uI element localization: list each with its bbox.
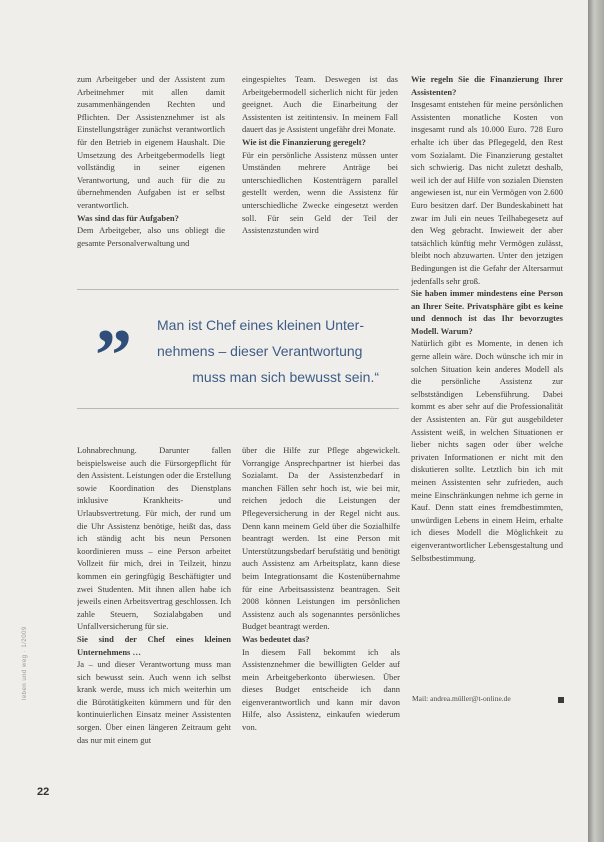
body-paragraph: eingespieltes Team. Deswegen ist das Arbeitgebermodell sicherlich nicht für jeden geeignet. Auch die Einarbeitung der Assistenten ist zeitintensiv. In meinem Fall dauert das je Assistent ungefähr drei Monate. xyxy=(242,74,398,135)
body-paragraph: über die Hilfe zur Pflege abgewickelt. Vorrangige Ansprechpartner ist hierbei das Sozialamt. Da der Assistenzbedarf in manchen Fällen sehr hoch ist, wie bei mir, reichen jedoch die Leistungen der Pflegeversicherung in der Regel nicht aus. Denn kann meinem Geld über die Sozialhilfe beantragt werden. Ist eine Person mit Unterstützungsbedarf berufstätig und benötigt auch Assistenz am Arbeitsplatz, kann diese beim Integrationsamt die Kostenübernahme für eine Arbeitsassistenz beantragen. Seit 2008 können Leistungen im persönlichen Assistenz auch als sogenanntes persönliches Budget beantragt werden. xyxy=(242,445,400,632)
vertical-margin-text: leben und weg · 1/2009 xyxy=(22,626,28,700)
pull-quote xyxy=(77,289,399,409)
author-email: Mail: andrea.müller@t-online.de xyxy=(412,694,511,703)
body-paragraph: In diesem Fall bekommt ich als Assistenznehmer die bewilligten Gelder auf mein Arbeitgeberkonto überwiesen. Über dieses Budget entscheide ich dann eigenverantwortlich und kann mir davon Hilfe, also Assistenz, einkaufen wiederum von. xyxy=(242,646,400,733)
text-column-4 xyxy=(77,444,231,799)
body-paragraph: Insgesamt entstehen für meine persönlichen Assistenten monatliche Kosten von insgesamt rund als 10.000 Euro. 728 Euro erhalte ich über das Pflegegeld, den Rest vom Sozialamt. Die Finanzierung gestaltet sich schwierig. Das nicht zuletzt deshalb, weil ich der auf Hilfe von sozialen Diensten angewiesen ist, nur ein Vermögen von 2.600 Euro besitzen darf. Der Bundeskabinett hat zwar im Juli ein neues Teilhabegesetz auf den Weg gebracht. Inwieweit der aber tatsächlich künftig mehr Vermögen zulässt, bleibt noch abzuwarten. Unter den jetzigen Bedingungen ist die Gefahr der Altersarmut jedenfalls sehr groß. xyxy=(411,99,563,286)
body-paragraph: Dem Arbeitgeber, also uns obliegt die gesamte Personalverwaltung und xyxy=(77,225,225,248)
question-heading: Sie haben immer mindestens eine Person an Ihrer Seite. Privatsphäre gibt es keine und dennoch ist das Ihr bevorzugtes Modell. Warum? xyxy=(411,288,563,336)
page-edge xyxy=(588,0,604,842)
text-column-5 xyxy=(242,444,400,799)
body-paragraph: Lohnabrechnung. Darunter fallen beispielsweise auch die Fürsorgepflicht für den Assistent. Leistungen oder die Erstellung sowie Koordination des Dienstplans inklusive Krankheits- und Urlaubsvertretung. Für mich, der rund um die Uhr Assistenz benötige, heißt das, dass ich ständig acht bis neun Personen koordinieren muss – eine Person arbeitet Vollzeit für mich, drei in Teilzeit, hinzu kommen ein geringfügig Beschäftigter und zwei Studenten. Mit ihnen allen habe ich jeweils einen Arbeitsvertrag geschlossen. Ich zahle Steuern, Sozialabgaben und Unfallversicherung für sie. xyxy=(77,445,231,632)
question-heading: Sie sind der Chef eines kleinen Unternehmens … xyxy=(77,633,231,657)
question-heading: Wie ist die Finanzierung geregelt? xyxy=(242,136,366,147)
page-number: 22 xyxy=(37,786,50,798)
question-heading: Was bedeutet das? xyxy=(242,633,310,644)
question-heading: Wie regeln Sie die Finanzierung Ihrer Assistenten? xyxy=(411,74,563,97)
text-column-1 xyxy=(77,73,225,263)
body-paragraph: zum Arbeitgeber und der Assistent zum Arbeitnehmer mit allen damit zusammenhängenden Rechten und Pflichten. Der Assistenznehmer ist als Einstellungsträger zunächst verantwortlich für den Betrieb in eigenem Haushalt. Die Umsetzung des Arbeitgebermodells liegt vollständig in seiner eigenen Verantwortung, und auch für die zu übernehmenden Aufgaben ist er selbst verantwortlich. xyxy=(77,74,225,210)
body-paragraph: Für ein persönliche Assistenz müssen unter Umständen mehrere Anträge bei unterschiedlichen Kostenträgern parallel gestellt werden, wenn die Assistenz für unterschiedliche Zwecke eingesetzt werden soll. Für sein Geld der Teil der Assistenzstunden wird xyxy=(242,149,398,236)
quote-mark-icon: ” xyxy=(95,315,132,397)
question-heading: Was sind das für Aufgaben? xyxy=(77,212,179,223)
text-column-2 xyxy=(242,73,398,263)
body-paragraph: Natürlich gibt es Momente, in denen ich gerne allein wäre. Doch wünsche ich mir in solchen Situation kein anderes Modell als die persönliche Assistenz zur selbstständigen Lebensführung. Dabei kommt es aber sehr auf die Professionalität der Assistenten an. Für gut ausgebildeter Assistent weiß, in welchen Situationen er lieber nichts sagen oder über welche privaten Informationen er nicht mit den diskutieren sollte. Letztlich bin ich mit meinen Assistenten sehr zufrieden, auch meine Einschränkungen nehme ich gerne in Kauf. Denn statt eines fremdbestimmten, unwürdigen Lebens in einem Heim, erhalte ich dieses Modell die Möglichkeit zu eigenverantwortlicher Lebensgestaltung und Selbstbestimmung. xyxy=(411,338,563,563)
text-column-3 xyxy=(411,73,563,688)
body-paragraph: Ja – und dieser Verantwortung muss man sich bewusst sein. Auch wenn ich selbst krank werde, muss ich mich weiterhin um die Bürotätigkeiten kümmern und für den kontinuierlichen Einsatz meiner Assistenten sorgen. Über einen längeren Zeitraum geht das nur mit einem gut xyxy=(77,659,231,745)
pull-quote-text xyxy=(157,312,385,390)
pull-quote-line-2: nehmens – dieser Verantwortung xyxy=(157,343,363,359)
pull-quote-line-3: muss man sich bewusst sein.“ xyxy=(192,369,379,385)
article-end-square-icon xyxy=(558,697,564,703)
pull-quote-line-1: Man ist Chef eines kleinen Unter- xyxy=(157,317,364,333)
